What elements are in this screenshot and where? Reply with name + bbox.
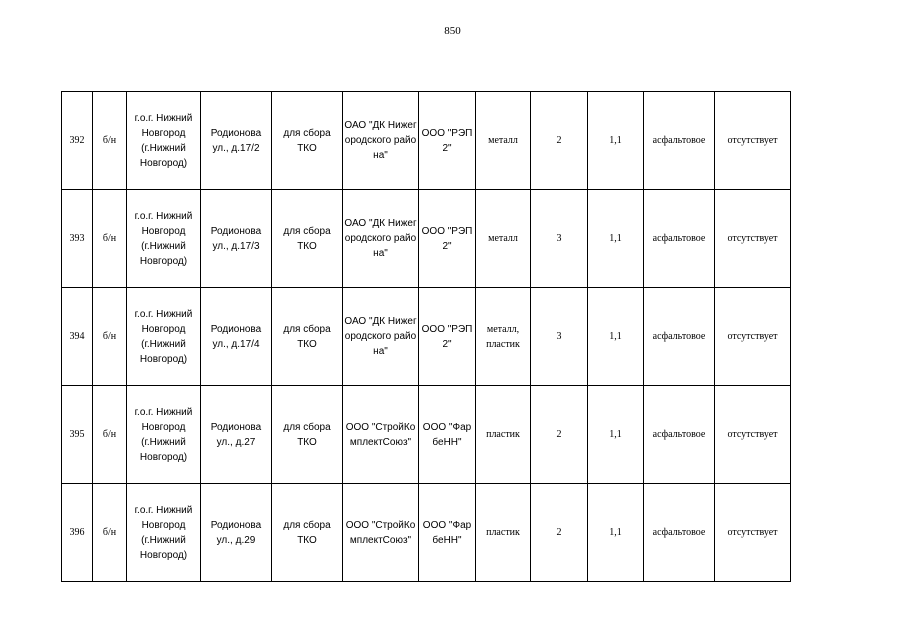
reg-number: б/н	[93, 484, 127, 582]
container-volume-cell: 1,1	[588, 190, 644, 288]
material-cell: металл	[476, 190, 531, 288]
fence-cell: отсутствует	[715, 190, 791, 288]
owner-cell: ОАО "ДК Нижегородского района"	[343, 92, 419, 190]
address-cell: Родионова ул., д.27	[201, 386, 272, 484]
purpose-cell: для сбора ТКО	[272, 288, 343, 386]
purpose-cell: для сбора ТКО	[272, 190, 343, 288]
material-cell: пластик	[476, 386, 531, 484]
reg-number: б/н	[93, 386, 127, 484]
owner-cell: ОАО "ДК Нижегородского района"	[343, 288, 419, 386]
reg-number: б/н	[93, 92, 127, 190]
address-cell: Родионова ул., д.17/2	[201, 92, 272, 190]
table-row	[62, 484, 791, 582]
municipality-cell: г.о.г. Нижний Новгород (г.Нижний Новгород)	[127, 190, 201, 288]
row-number: 392	[62, 92, 93, 190]
surface-cell: асфальтовое	[644, 92, 715, 190]
address-cell: Родионова ул., д.29	[201, 484, 272, 582]
municipality-cell: г.о.г. Нижний Новгород (г.Нижний Новгород)	[127, 386, 201, 484]
fence-cell: отсутствует	[715, 288, 791, 386]
operator-cell: ООО "РЭП2"	[419, 288, 476, 386]
owner-cell: ООО "СтройКомплектСоюз"	[343, 386, 419, 484]
material-cell: металл, пластик	[476, 288, 531, 386]
surface-cell: асфальтовое	[644, 386, 715, 484]
container-volume-cell: 1,1	[588, 288, 644, 386]
registry-table	[61, 91, 791, 582]
table-row	[62, 386, 791, 484]
container-volume-cell: 1,1	[588, 386, 644, 484]
operator-cell: ООО "ФарбеНН"	[419, 484, 476, 582]
row-number: 393	[62, 190, 93, 288]
operator-cell: ООО "РЭП2"	[419, 92, 476, 190]
table-row	[62, 190, 791, 288]
container-volume-cell: 1,1	[588, 92, 644, 190]
container-count-cell: 2	[531, 484, 588, 582]
surface-cell: асфальтовое	[644, 484, 715, 582]
purpose-cell: для сбора ТКО	[272, 92, 343, 190]
table-row	[62, 288, 791, 386]
reg-number: б/н	[93, 190, 127, 288]
container-volume-cell: 1,1	[588, 484, 644, 582]
operator-cell: ООО "РЭП2"	[419, 190, 476, 288]
row-number: 394	[62, 288, 93, 386]
address-cell: Родионова ул., д.17/4	[201, 288, 272, 386]
owner-cell: ООО "СтройКомплектСоюз"	[343, 484, 419, 582]
purpose-cell: для сбора ТКО	[272, 386, 343, 484]
municipality-cell: г.о.г. Нижний Новгород (г.Нижний Новгород)	[127, 484, 201, 582]
reg-number: б/н	[93, 288, 127, 386]
row-number: 395	[62, 386, 93, 484]
material-cell: пластик	[476, 484, 531, 582]
address-cell: Родионова ул., д.17/3	[201, 190, 272, 288]
container-count-cell: 2	[531, 386, 588, 484]
table-row	[62, 92, 791, 190]
surface-cell: асфальтовое	[644, 288, 715, 386]
container-count-cell: 2	[531, 92, 588, 190]
operator-cell: ООО "ФарбеНН"	[419, 386, 476, 484]
fence-cell: отсутствует	[715, 484, 791, 582]
municipality-cell: г.о.г. Нижний Новгород (г.Нижний Новгород)	[127, 288, 201, 386]
material-cell: металл	[476, 92, 531, 190]
fence-cell: отсутствует	[715, 92, 791, 190]
surface-cell: асфальтовое	[644, 190, 715, 288]
page-number: 850	[444, 25, 461, 37]
purpose-cell: для сбора ТКО	[272, 484, 343, 582]
fence-cell: отсутствует	[715, 386, 791, 484]
municipality-cell: г.о.г. Нижний Новгород (г.Нижний Новгород)	[127, 92, 201, 190]
owner-cell: ОАО "ДК Нижегородского района"	[343, 190, 419, 288]
row-number: 396	[62, 484, 93, 582]
container-count-cell: 3	[531, 190, 588, 288]
container-count-cell: 3	[531, 288, 588, 386]
